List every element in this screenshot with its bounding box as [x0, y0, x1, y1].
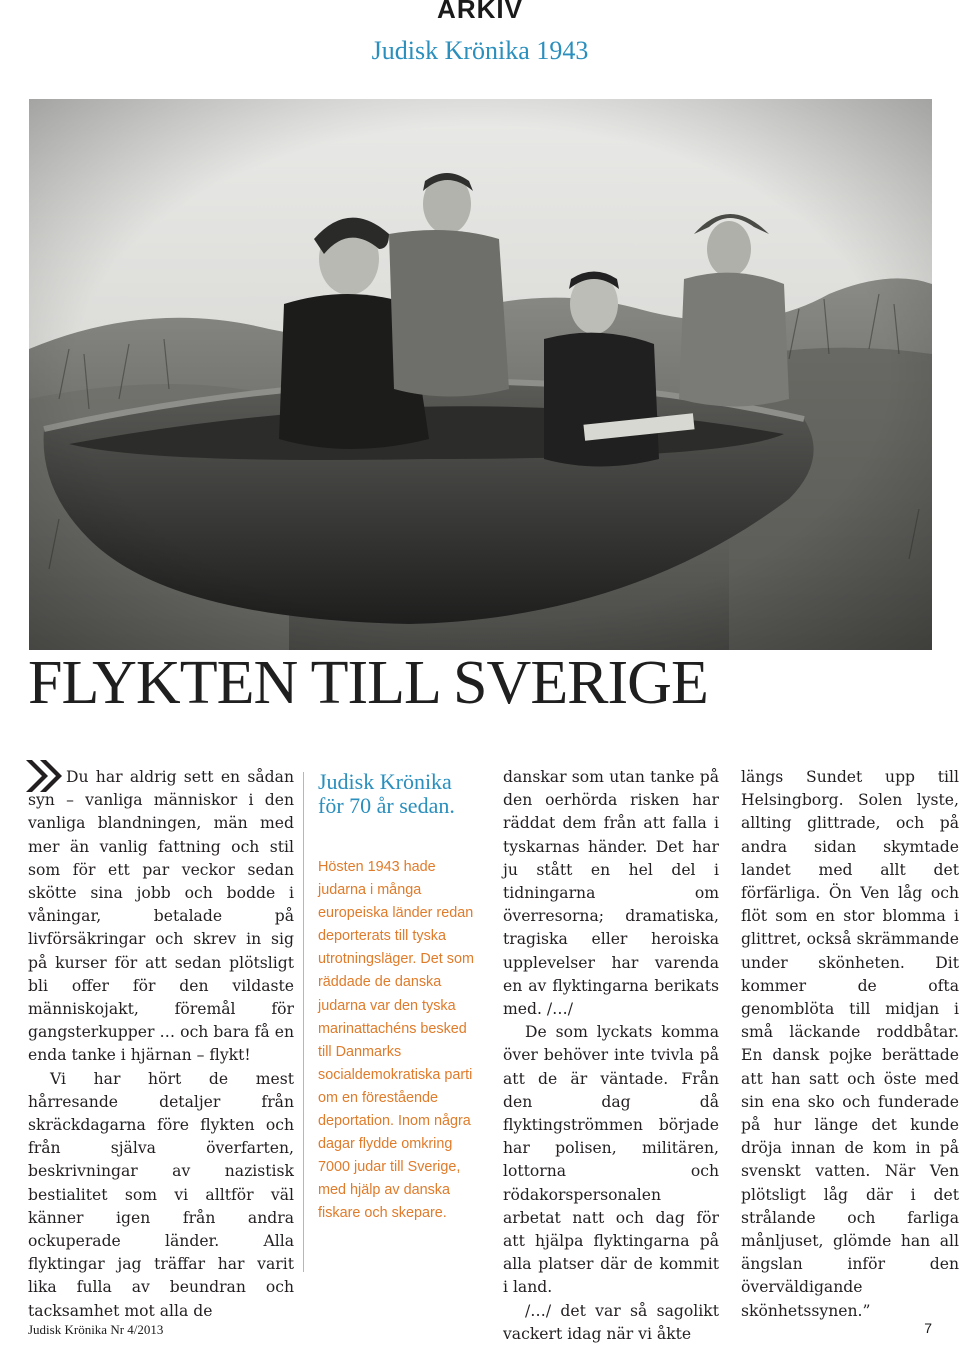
column-divider [303, 772, 304, 1272]
body-paragraph: längs Sundet upp till Helsingborg. Solen lyste, allting glittrade, och på andra sidan skymtade landet med allt det förfärliga. Ön Ven låg och flöt som en stor blomma i glittret, också skrämmande under skönheten. Dit kommer de ofta genomblöta till midjan i små läckande roddbåtar. En dansk pojke berättade att han satt och öste med sin ena sko och funderade på hur länge det kunde dröja innan de kom in på svenskt vatten. När Ven plötsligt låg där i det strålande och farliga månljuset, glömde han all ängslan inför den överväldigande skönhetssynen.” [741, 768, 959, 1320]
body-paragraph: danskar som utan tanke på den oerhörda risken har räddat dem från att falla i tyskarnas händer. Det har ju stått en hel del i tidningarna om överresorna; dramatiska, tragiska eller heroiska upplevelser har varenda en av flyktingarna berikats med. /…/ [503, 768, 719, 1019]
article-column-4 [741, 766, 959, 1323]
sidebar-title [318, 770, 480, 818]
sidebar-box [318, 770, 480, 1226]
body-paragraph: /…/ det var så sagolikt vackert idag när vi åkte [503, 1301, 719, 1343]
headline: FLYKTEN TILL SVERIGE [28, 649, 708, 717]
sidebar-title-line2: för 70 år sedan. [318, 793, 455, 818]
footer-publication: Judisk Krönika Nr 4/2013 [28, 1322, 164, 1337]
section-label: ARKIV [437, 0, 523, 24]
page-number: 7 [924, 1320, 932, 1336]
lead-paragraph: Du har aldrig sett en sådan syn – vanliga människor i den vanliga blandningen, män med mer än vanlig fattning och stil som för ett par veckor sedan skötte sina jobb och bodde i våningar, betalade på livförsäkringar och skrev in sig på kurser för att sedan plötsligt bli offer för den vildaste människojakt, föremål för gangsterkupper … och bara få en enda tanke i hjärnan – flykt! [28, 768, 294, 1065]
body-paragraph: Vi har hört de mest hårresande detaljer från skräckdagarna före flykten och från själva överfarten, beskrivningar av nazistisk bestialitet som vi alltför väl känner igen från andra ockuperade länder. Alla flyktingar jag träffar har varit lika fulla av beundran och tacksamhet mot alla de [28, 1069, 294, 1320]
body-paragraph: De som lyckats komma över behöver inte tvivla på att de är väntade. Från den dag då flyktingströmmen började har polisen, militären, lottorna och rödakorspersonalen arbetat natt och dag för att hjälpa flyktingarna på alla platser där de kommit i land. [503, 1023, 719, 1297]
archive-photo [29, 99, 932, 650]
section-subtitle: Judisk Krönika 1943 [371, 36, 589, 65]
article-column-3 [503, 766, 719, 1346]
article-column-1 [28, 766, 294, 1323]
sidebar-title-line1: Judisk Krönika [318, 769, 452, 794]
sidebar-text: Hösten 1943 hade judarna i många europeiska länder redan deporterats till tyska utrotningsläger. Det som räddade de danska judarna var den tyska marinattachéns besked till Danmarks socialdemokratiska parti om en förestående deportation. Inom några dagar flydde omkring 7000 judar till Sverige, med hjälp av danska fiskare och skepare. [318, 859, 474, 1222]
